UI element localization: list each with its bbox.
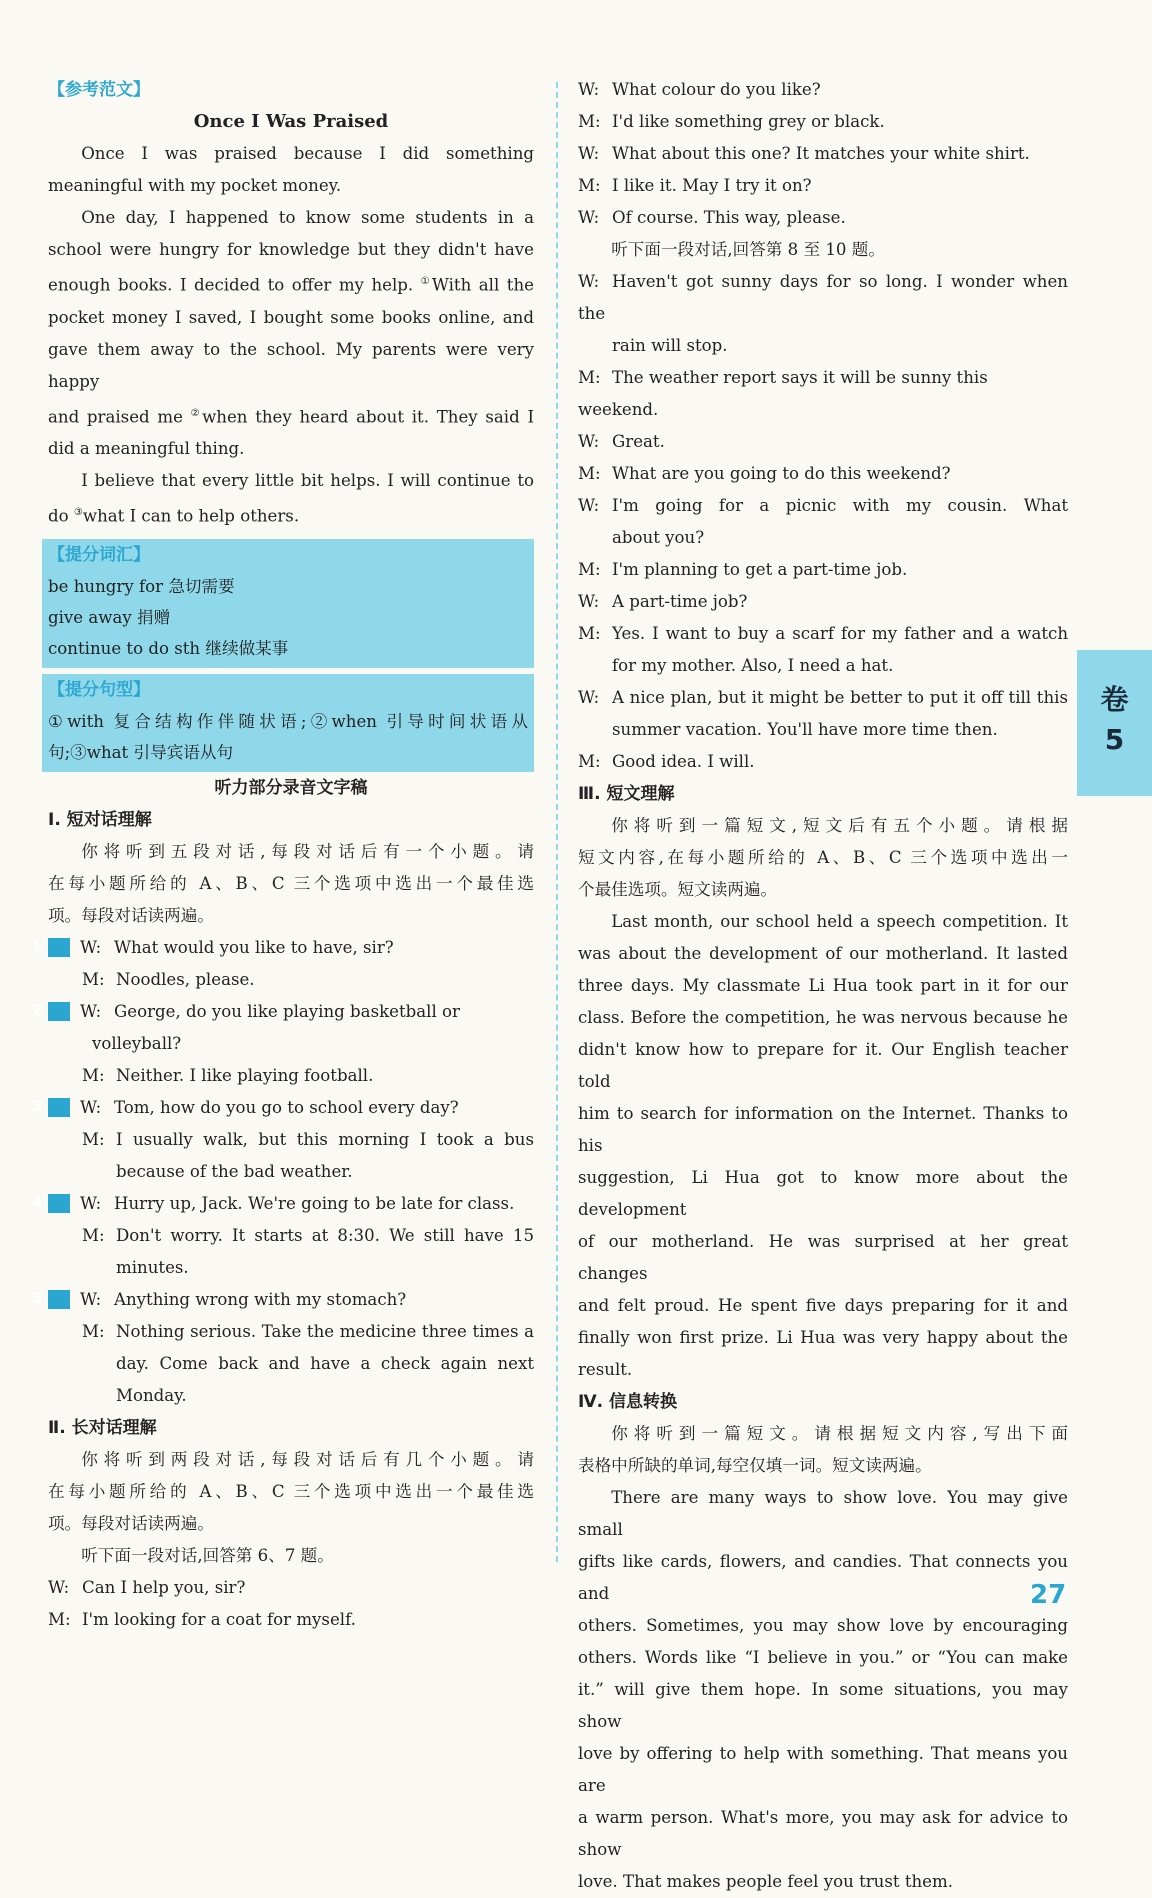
vocab-box bbox=[42, 539, 534, 668]
dialogue-line: 2 W: George, do you like playing basketball or volleyball? bbox=[32, 1001, 460, 1053]
dialogue-line: W: Haven't got sunny days for so long. I wonder when the bbox=[578, 272, 1068, 323]
passage-line: was about the development of our motherland. It lasted bbox=[578, 944, 1068, 963]
instruction-line: 你将听到两段对话,每段对话后有几个小题。请 bbox=[81, 1449, 534, 1469]
volume-tab-label: 卷 bbox=[1100, 683, 1129, 716]
instruction-line: 短文内容,在每小题所给的 A、B、C 三个选项中选出一 bbox=[578, 848, 1068, 867]
essay-title: Once I Was Praised bbox=[193, 111, 389, 132]
dialogue-line: summer vacation. You'll have more time then. bbox=[612, 720, 998, 739]
passage-line: Last month, our school held a speech competition. It bbox=[611, 912, 1068, 931]
dialogue-line: M: I'd like something grey or black. bbox=[578, 112, 885, 131]
passage-line: result. bbox=[578, 1360, 633, 1379]
passage-line: and felt proud. He spent five days preparing for it and bbox=[578, 1296, 1068, 1315]
dialogue-line: W: What about this one? It matches your white shirt. bbox=[578, 144, 1030, 163]
instruction-line: 你将听到五段对话,每段对话后有一个小题。请 bbox=[81, 841, 534, 861]
dialogue-line: Monday. bbox=[116, 1385, 187, 1405]
essay-line: gave them away to the school. My parents were very happy bbox=[48, 339, 534, 391]
dialogue-line: 4 W: Hurry up, Jack. We're going to be late for class. bbox=[32, 1193, 515, 1213]
pattern-line: ①with 复合结构作伴随状语;②when 引导时间状语从 bbox=[48, 711, 528, 731]
instruction-line: 个最佳选项。短文读两遍。 bbox=[578, 880, 778, 899]
dialogue-line: W: A part-time job? bbox=[578, 592, 748, 611]
essay-line: school were hungry for knowledge but they didn't have bbox=[48, 240, 534, 259]
passage-line: others. Words like “I believe in you.” or “You can make bbox=[578, 1648, 1068, 1667]
dialogue-line: M: The weather report says it will be sunny this weekend. bbox=[578, 368, 988, 419]
passage-line: of our motherland. He was surprised at her great changes bbox=[578, 1232, 1068, 1283]
passage-line: a warm person. What's more, you may ask for advice to show bbox=[578, 1808, 1068, 1859]
volume-tab bbox=[1077, 650, 1152, 796]
dialogue-line: W: What colour do you like? bbox=[578, 80, 821, 99]
dialogue-line: W: Of course. This way, please. bbox=[578, 208, 846, 227]
section-2-heading: Ⅱ. 长对话理解 bbox=[48, 1417, 157, 1438]
essay-line: I believe that every little bit helps. I will continue to bbox=[81, 471, 534, 491]
passage-line: love. That makes people feel you trust them. bbox=[578, 1872, 954, 1891]
left-column bbox=[32, 74, 535, 1636]
script-title: 听力部分录音文字稿 bbox=[214, 777, 368, 798]
instruction-line: 项。每段对话读两遍。 bbox=[48, 905, 214, 925]
dialogue-line: 3 W: Tom, how do you go to school every day? bbox=[32, 1097, 459, 1117]
marker-3: ③ bbox=[73, 507, 83, 519]
passage-line: finally won first prize. Li Hua was very happy about the bbox=[578, 1328, 1068, 1347]
passage-line: didn't know how to prepare for it. Our English teacher told bbox=[578, 1040, 1068, 1091]
question-number: 4 bbox=[48, 1194, 70, 1213]
page-number: 27 bbox=[1030, 1580, 1067, 1610]
essay-line: Once I was praised because I did something bbox=[81, 144, 534, 163]
passage-line: class. Before the competition, he was nervous because he bbox=[578, 1008, 1068, 1027]
dialogue-line: W: I'm going for a picnic with my cousin. What bbox=[578, 496, 1068, 515]
dialogue-line: for my mother. Also, I need a hat. bbox=[612, 656, 894, 675]
passage-line: suggestion, Li Hua got to know more about the development bbox=[578, 1168, 1068, 1219]
dialogue-line: M: I'm looking for a coat for myself. bbox=[48, 1609, 356, 1629]
dialogue-line: M: Neither. I like playing football. bbox=[82, 1065, 374, 1085]
section-1-heading: Ⅰ. 短对话理解 bbox=[48, 809, 152, 830]
instruction-line: 你将听到一篇短文,短文后有五个小题。请根据 bbox=[611, 816, 1068, 835]
instruction-line: 在每小题所给的 A、B、C 三个选项中选出一个最佳选 bbox=[48, 1481, 534, 1501]
passage-line: gifts like cards, flowers, and candies. That connects you and bbox=[578, 1552, 1068, 1603]
instruction-line: 你将听到一篇短文。请根据短文内容,写出下面 bbox=[611, 1424, 1068, 1443]
dialogue-line: M: Good idea. I will. bbox=[578, 752, 755, 771]
question-number: 3 bbox=[48, 1098, 70, 1117]
dialogue-line: W: A nice plan, but it might be better to put it off till this bbox=[578, 688, 1068, 707]
pattern-box bbox=[42, 674, 534, 772]
column-divider bbox=[556, 82, 558, 1562]
essay-line: meaningful with my pocket money. bbox=[48, 176, 342, 195]
instruction-line: 项。每段对话读两遍。 bbox=[48, 1513, 214, 1533]
question-number: 5 bbox=[48, 1290, 70, 1309]
passage-line: There are many ways to show love. You may give small bbox=[578, 1488, 1068, 1539]
instruction-line: 表格中所缺的单词,每空仅填一词。短文读两遍。 bbox=[578, 1456, 932, 1475]
right-column bbox=[578, 74, 1068, 1898]
dialogue-line: rain will stop. bbox=[612, 336, 728, 355]
dialogue-line: M: I like it. May I try it on? bbox=[578, 176, 812, 195]
dialogue-intro: 听下面一段对话,回答第 6、7 题。 bbox=[81, 1545, 334, 1565]
essay-line: do ③what I can to help others. bbox=[48, 506, 300, 526]
instruction-line: 在每小题所给的 A、B、C 三个选项中选出一个最佳选 bbox=[48, 873, 534, 893]
dialogue-line: minutes. bbox=[116, 1257, 189, 1277]
dialogue-line: W: Can I help you, sir? bbox=[48, 1577, 246, 1597]
essay-line: pocket money I saved, I bought some books online, and bbox=[48, 307, 534, 327]
pattern-line: 句;③what 引导宾语从句 bbox=[48, 742, 234, 762]
essay-line: enough books. I decided to offer my help. ①With all the bbox=[48, 275, 534, 295]
passage-line: love by offering to help with something. That means you are bbox=[578, 1744, 1068, 1795]
vocab-tag: 【提分词汇】 bbox=[48, 544, 150, 565]
section-3-heading: Ⅲ. 短文理解 bbox=[578, 784, 675, 804]
dialogue-line: because of the bad weather. bbox=[116, 1161, 353, 1181]
dialogue-line: M: Nothing serious. Take the medicine three times a bbox=[82, 1321, 534, 1341]
section-4-heading: Ⅳ. 信息转换 bbox=[578, 1392, 678, 1412]
dialogue-line: M: What are you going to do this weekend? bbox=[578, 464, 951, 483]
pattern-tag: 【提分句型】 bbox=[48, 679, 150, 700]
dialogue-line: about you? bbox=[612, 528, 705, 547]
marker-2: ② bbox=[190, 407, 203, 419]
vocab-item: give away 捐赠 bbox=[48, 607, 171, 627]
volume-tab-number: 5 bbox=[1104, 723, 1125, 756]
dialogue-line: 1 W: What would you like to have, sir? bbox=[32, 937, 394, 957]
question-number: 1 bbox=[48, 938, 70, 957]
vocab-item: continue to do sth 继续做某事 bbox=[48, 638, 289, 658]
dialogue-line: M: Don't worry. It starts at 8:30. We still have 15 bbox=[82, 1225, 534, 1245]
dialogue-line: M: I'm planning to get a part-time job. bbox=[578, 560, 908, 579]
dialogue-line: M: I usually walk, but this morning I took a bus bbox=[82, 1129, 534, 1149]
essay-line: One day, I happened to know some students in a bbox=[81, 208, 534, 227]
passage-line: him to search for information on the Internet. Thanks to his bbox=[578, 1104, 1068, 1155]
dialogue-line: M: Yes. I want to buy a scarf for my father and a watch bbox=[578, 624, 1068, 643]
dialogue-line: W: Great. bbox=[578, 432, 665, 451]
passage-line: others. Sometimes, you may show love by encouraging bbox=[578, 1616, 1068, 1635]
dialogue-intro: 听下面一段对话,回答第 8 至 10 题。 bbox=[611, 240, 885, 259]
essay-line: and praised me ②when they heard about it. They said I bbox=[48, 407, 535, 427]
passage-line: three days. My classmate Li Hua took part in it for our bbox=[578, 976, 1068, 995]
dialogue-line: M: Noodles, please. bbox=[82, 969, 255, 989]
essay-line: did a meaningful thing. bbox=[48, 439, 245, 459]
marker-1: ① bbox=[420, 276, 432, 287]
dialogue-line: day. Come back and have a check again next bbox=[116, 1353, 534, 1373]
vocab-item: be hungry for 急切需要 bbox=[48, 576, 235, 596]
dialogue-line: 5 W: Anything wrong with my stomach? bbox=[32, 1289, 407, 1309]
ref-tag: 【参考范文】 bbox=[48, 80, 150, 100]
question-number: 2 bbox=[48, 1002, 70, 1021]
passage-line: it.” will give them hope. In some situations, you may show bbox=[578, 1680, 1068, 1731]
